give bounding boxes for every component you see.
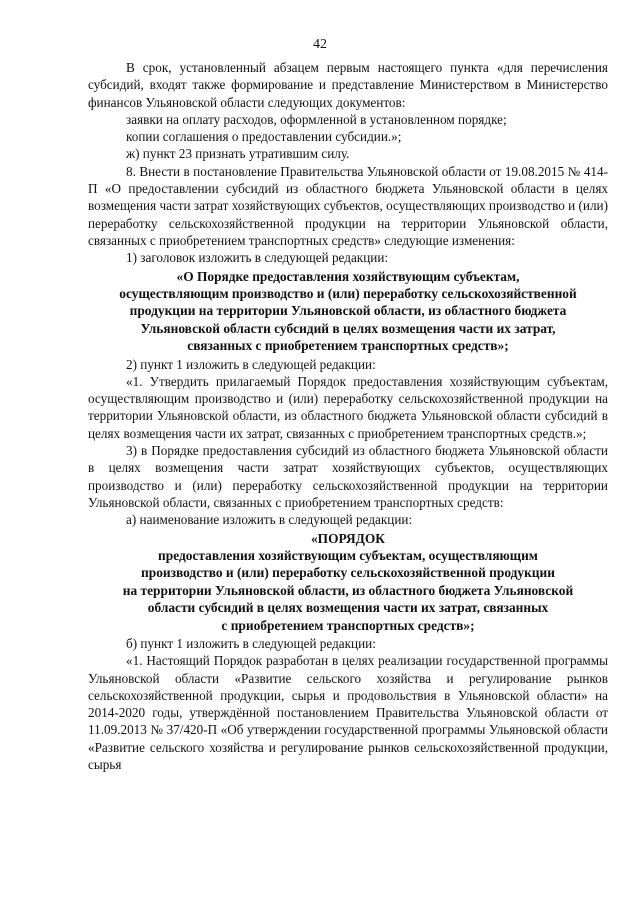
paragraph-subitem-a: а) наименование изложить в следующей редакции: [126,512,413,528]
list-item-agreement-copy: копии соглашения о предоставлении субсидии.»; [126,129,402,145]
heading-line: с приобретением транспортных средств»; [221,617,475,633]
heading-line: «ПОРЯДОК [310,530,386,546]
paragraph-order-purpose: «1. Настоящий Порядок разработан в целях реализации государственной программы Ульяновской области «Развитие сельского хозяйства и регулирование рынков сельскохозяйственной продукции, сырья и продовольствия в Ульяновской области» на 2014-2020 годы, утверждённой постановлением Правительства Ульяновской области от 11.09.2013 № 37/420-П «Об утверждении государственной программы Ульяновской области «Развитие сельского хозяйства и регулирование рынков сельскохозяйственной продукции, сырья [88,653,608,773]
document-body [88,59,608,773]
heading-resolution-title [88,268,608,355]
heading-line: области субсидий в целях возмещения части их затрат, связанных [147,600,549,616]
heading-line: производство и (или) переработку сельскохозяйственной продукции [141,565,555,581]
paragraph-deadline: В срок, установленный абзацем первым настоящего пункта «для перечисления субсидий, входят также формирование и представление Министерством в Министерство финансов Ульяновской области следующих документов: [88,60,608,110]
paragraph-item-zh: ж) пункт 23 признать утратившим силу. [126,146,350,162]
heading-line: на территории Ульяновской области, из областного бюджета Ульяновской [122,582,574,598]
heading-line: осуществляющим производство и (или) переработку сельскохозяйственной [119,285,577,301]
heading-line: «О Порядке предоставления хозяйствующим субъектам, [176,268,520,284]
heading-line: Ульяновской области субсидий в целях возмещения части их затрат, [140,320,556,336]
paragraph-subitem-2: 2) пункт 1 изложить в следующей редакции: [126,356,376,372]
page-number: 42 [313,37,327,52]
heading-order-title [88,530,608,634]
list-item-payment-request: заявки на оплату расходов, оформленной в установленном порядке; [126,111,507,127]
heading-line: предоставления хозяйствующим субъектам, осуществляющим [158,547,538,563]
paragraph-subitem-1: 1) заголовок изложить в следующей редакции: [126,250,389,266]
paragraph-approve-order: «1. Утвердить прилагаемый Порядок предоставления хозяйствующим субъектам, осуществляющим производство и (или) переработку сельскохозяйственной продукции на территории Ульяновской области, из областного бюджета Ульяновской области субсидий в целях возмещения части их затрат, связанных с приобретением транспортных средств.»; [88,373,608,441]
paragraph-subitem-b: б) пункт 1 изложить в следующей редакции: [126,636,376,651]
heading-line: продукции на территории Ульяновской области, из областного бюджета [129,303,567,319]
paragraph-item-8: 8. Внести в постановление Правительства Ульяновской области от 19.08.2015 № 414-П «О предоставлении субсидий из областного бюджета Ульяновской области в целях возмещения части затрат хозяйствующих субъектов, осуществляющих производство и (или) переработку сельскохозяйственной продукции на территории Ульяновской области, связанных с приобретением транспортных средств» следующие изменения: [88,163,608,248]
heading-line: связанных с приобретением транспортных средств»; [187,338,509,354]
paragraph-subitem-3: 3) в Порядке предоставления субсидий из областного бюджета Ульяновской области в целях возмещения части затрат хозяйствующих субъектов, осуществляющих производство и (или) переработку сельскохозяйственной продукции на территории Ульяновской области, связанных с приобретением транспортных средств: [88,443,608,510]
